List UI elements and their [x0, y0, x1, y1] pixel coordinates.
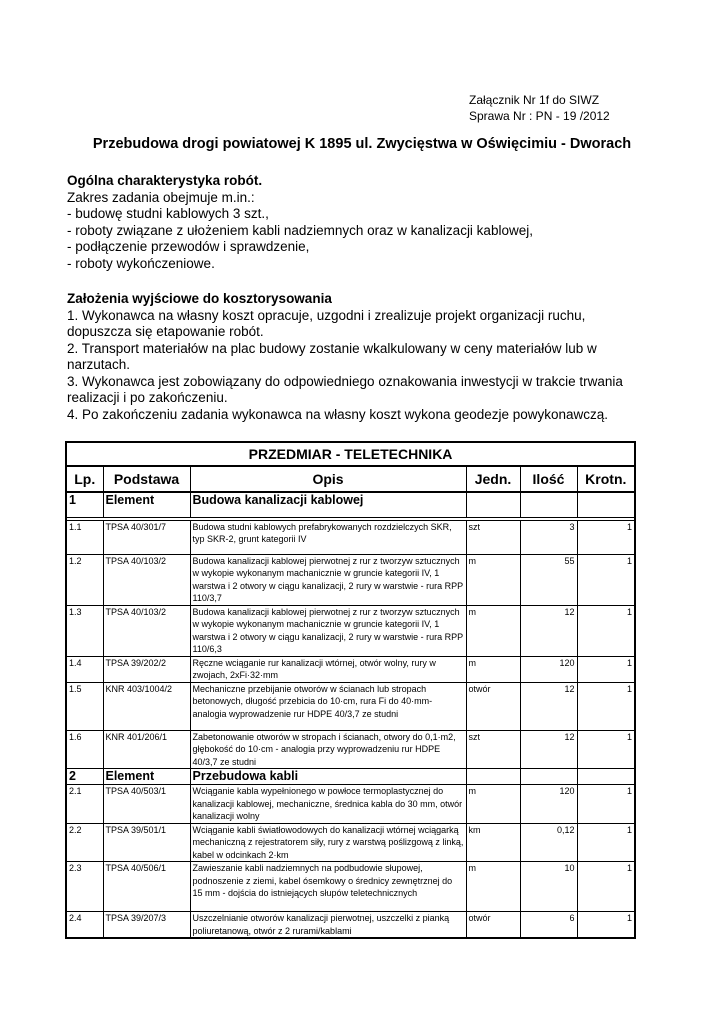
cell-jedn: m — [466, 554, 520, 605]
cell-podstawa: TPSA 40/301/7 — [103, 520, 190, 554]
cell-opis: Wciąganie kabla wypełnionego w powłoce termoplastycznej do kanalizacji kablowej, mechaniczne, średnica kabla do 30 mm, otwór kanalizacji wolny — [190, 785, 466, 824]
case-number: Sprawa Nr : PN - 19 /2012 — [469, 109, 610, 123]
cell-opis: Zawieszanie kabli nadziemnych na podbudowie słupowej, podnoszenie z ziemi, kabel ósemkowy o średnicy zewnętrznej do 15 mm - dojścia do istniejących słupów teletechnicznych — [190, 862, 466, 912]
bill-of-quantities-table — [65, 441, 636, 939]
table-row — [66, 823, 635, 862]
table-row — [66, 520, 635, 554]
assumptions-section — [67, 291, 667, 423]
cell-opis: Budowa kanalizacji kablowej pierwotnej z rur z tworzyw sztucznych w wykopie wykonanym machanicznie w gruncie kategorii IV, 1 warstwa i 2 otwory w ciągu kanalizacji, 2 rury w warstwie - rura RPP 110/3,7 — [190, 554, 466, 605]
cell-podstawa: KNR 403/1004/2 — [103, 682, 190, 730]
cell-lp: 1.6 — [66, 730, 103, 769]
cell-jedn: km — [466, 823, 520, 862]
general-item: - budowę studni kablowych 3 szt., — [67, 206, 269, 221]
cell-podstawa: TPSA 40/506/1 — [103, 862, 190, 912]
general-item: - podłączenie przewodów i sprawdzenie, — [67, 239, 310, 254]
cell-ilosc: 12 — [520, 682, 577, 730]
table-row — [66, 656, 635, 682]
assumption-line: narzutach. — [67, 357, 131, 372]
assumption-line: 1. Wykonawca na własny koszt opracuje, uzgodni i zrealizuje projekt organizacji ruchu, — [67, 307, 586, 323]
cell-opis: Mechaniczne przebijanie otworów w ścianach lub stropach betonowych, długość przebicia do 10·cm, rura Fi do 40·mm- analogia wyprowadzenie rur HDPE 40/3,7 ze studni — [190, 682, 466, 730]
cell-ilosc: 12 — [520, 605, 577, 656]
cell-jedn: m — [466, 862, 520, 912]
cell-ilosc: 10 — [520, 862, 577, 912]
assumption-line: realizacji i po zakończeniu. — [67, 390, 228, 405]
cell-jedn: otwór — [466, 912, 520, 939]
cell-krotn: 1 — [577, 656, 635, 682]
cell-ilosc: 12 — [520, 730, 577, 769]
assumption-line: dopuszcza się etapowanie robót. — [67, 324, 264, 339]
column-header-jedn: Jedn. — [466, 466, 520, 492]
cell-lp: 1 — [66, 492, 103, 517]
cell-lp: 1.4 — [66, 656, 103, 682]
table-row — [66, 730, 635, 769]
cell-lp: 1.3 — [66, 605, 103, 656]
cell-krotn: 1 — [577, 554, 635, 605]
cell-podstawa: Element — [103, 769, 190, 785]
cell-jedn: m — [466, 656, 520, 682]
table-row — [66, 605, 635, 656]
cell-lp: 1.5 — [66, 682, 103, 730]
cell-krotn: 1 — [577, 730, 635, 769]
cell-opis: Wciąganie kabli światłowodowych do kanalizacji wtórnej wciągarką mechaniczną z rejestratorem siły, rury z warstwą poślizgową z linką, kabel w odcinkach 2·km — [190, 823, 466, 862]
cell-jedn: szt — [466, 730, 520, 769]
attachment-number: Załącznik Nr 1f do SIWZ — [469, 93, 600, 107]
general-section — [67, 173, 667, 272]
cell-podstawa: Element — [103, 492, 190, 517]
assumptions-heading: Założenia wyjściowe do kosztorysowania — [67, 291, 332, 306]
column-header-opis: Opis — [190, 466, 466, 492]
cell-podstawa: KNR 401/206/1 — [103, 730, 190, 769]
cell-krotn: 1 — [577, 823, 635, 862]
cell-podstawa: TPSA 40/103/2 — [103, 605, 190, 656]
cell-krotn: 1 — [577, 785, 635, 824]
cell-podstawa: TPSA 39/207/3 — [103, 912, 190, 939]
general-intro: Zakres zadania obejmuje m.in.: — [67, 189, 255, 205]
cell-ilosc: 6 — [520, 912, 577, 939]
cell-ilosc: 120 — [520, 785, 577, 824]
cell-podstawa: TPSA 40/503/1 — [103, 785, 190, 824]
column-header-podstawa: Podstawa — [103, 466, 190, 492]
table-row — [66, 862, 635, 912]
cell-krotn: 1 — [577, 912, 635, 939]
cell-ilosc: 0,12 — [520, 823, 577, 862]
assumption-line: 4. Po zakończeniu zadania wykonawca na własny koszt wykona geodezje powykonawczą. — [67, 406, 609, 422]
cell-krotn: 1 — [577, 862, 635, 912]
cell-opis: Zabetonowanie otworów w stropach i ścianach, otwory do 0,1·m2, głębokość do 10·cm - analogia przy wyprowadzeniu rur HDPE 40/3,7 ze studni — [190, 730, 466, 769]
table-row — [66, 554, 635, 605]
assumption-line: 2. Transport materiałów na plac budowy zostanie wkalkulowany w ceny materiałów lub w — [67, 340, 597, 356]
cell-opis: Budowa kanalizacji kablowej — [190, 492, 466, 517]
cell-lp: 2.2 — [66, 823, 103, 862]
general-heading: Ogólna charakterystyka robót. — [67, 173, 263, 188]
column-header-krotn: Krotn. — [577, 466, 635, 492]
cell-opis: Ręczne wciąganie rur kanalizacji wtórnej, otwór wolny, rury w zwojach, 2xFi·32·mm — [190, 656, 466, 682]
general-item: - roboty wykończeniowe. — [67, 255, 215, 271]
column-header-ilosc: Ilość — [520, 466, 577, 492]
cell-krotn: 1 — [577, 605, 635, 656]
group-row — [66, 492, 635, 517]
cell-krotn: 1 — [577, 682, 635, 730]
document-title: Przebudowa drogi powiatowej K 1895 ul. Zwycięstwa w Oświęcimiu - Dworach — [92, 136, 632, 152]
assumption-line: 3. Wykonawca jest zobowiązany do odpowiedniego oznakowania inwestycji w trakcie trwania — [67, 373, 623, 389]
document-reference — [469, 92, 610, 124]
group-row — [66, 769, 635, 785]
cell-opis: Budowa kanalizacji kablowej pierwotnej z rur z tworzyw sztucznych w wykopie wykonanym machanicznie w gruncie kategorii IV, 1 warstwa i 2 otwory w ciągu kanalizacji, 2 rury w warstwie - rura RPP 110/6,3 — [190, 605, 466, 656]
cell-lp: 1.1 — [66, 520, 103, 554]
cell-jedn: m — [466, 605, 520, 656]
cell-podstawa: TPSA 40/103/2 — [103, 554, 190, 605]
cell-krotn: 1 — [577, 520, 635, 554]
cell-ilosc: 120 — [520, 656, 577, 682]
cell-ilosc: 3 — [520, 520, 577, 554]
column-header-lp: Lp. — [66, 466, 103, 492]
cell-podstawa: TPSA 39/202/2 — [103, 656, 190, 682]
cell-lp: 2.4 — [66, 912, 103, 939]
cell-lp: 2.3 — [66, 862, 103, 912]
table-title: PRZEDMIAR - TELETECHNIKA — [66, 442, 635, 466]
cell-podstawa: TPSA 39/501/1 — [103, 823, 190, 862]
cell-jedn: szt — [466, 520, 520, 554]
cell-ilosc: 55 — [520, 554, 577, 605]
cell-opis: Uszczelnianie otworów kanalizacji pierwotnej, uszczelki z pianką poliuretanową, otwór z 2 rurami/kablami — [190, 912, 466, 939]
cell-opis: Przebudowa kabli — [190, 769, 466, 785]
general-item: - roboty związane z ułożeniem kabli nadziemnych oraz w kanalizacji kablowej, — [67, 222, 533, 238]
cell-opis: Budowa studni kablowych prefabrykowanych rozdzielczych SKR, typ SKR-2, grunt kategorii IV — [190, 520, 466, 554]
table-row — [66, 785, 635, 824]
table-row — [66, 912, 635, 939]
table-row — [66, 682, 635, 730]
cell-lp: 1.2 — [66, 554, 103, 605]
cell-lp: 2 — [66, 769, 103, 785]
cell-jedn: otwór — [466, 682, 520, 730]
cell-jedn: m — [466, 785, 520, 824]
cell-lp: 2.1 — [66, 785, 103, 824]
